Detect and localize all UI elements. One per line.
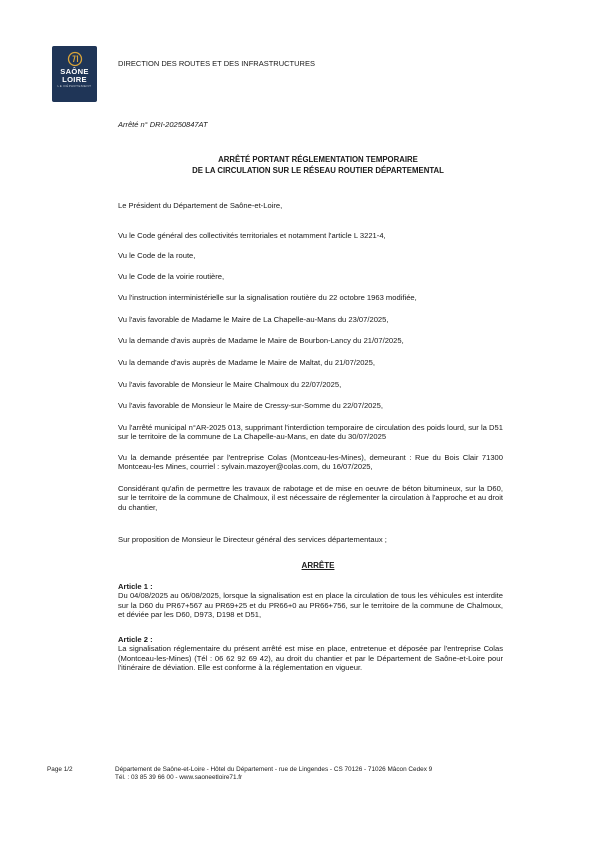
direction-header: DIRECTION DES ROUTES ET DES INFRASTRUCTURES xyxy=(118,59,315,68)
preamble-visa-demande-colas: Vu la demande présentée par l'entreprise Colas (Montceau-les-Mines), demeurant : Rue du Bois Clair 71300 Montceau-les Mines, courriel : sylvain.mazoyer@colas.com, du 16/07/2025, xyxy=(118,453,503,472)
preamble-visa-code-voirie: Vu le Code de la voirie routière, xyxy=(118,272,225,281)
decision-heading: ARRÊTE xyxy=(301,561,335,570)
title-line-2: DE LA CIRCULATION SUR LE RÉSEAU ROUTIER DÉPARTEMENTAL xyxy=(192,165,444,175)
preamble-president: Le Président du Département de Saône-et-Loire, xyxy=(118,201,283,210)
logo-emblem-icon xyxy=(67,51,83,67)
preamble-visa-arrete-municipal: Vu l'arrêté municipal n°AR-2025 013, supprimant l'interdiction temporaire de circulation des poids lourd, sur la D51 sur le territoire de la commune de La Chapelle-au-Mans, en date du 30/07/2025 xyxy=(118,423,503,442)
article-2 xyxy=(118,635,503,673)
preamble-visa-code-route: Vu le Code de la route, xyxy=(118,251,196,260)
page-number: Page 1/2 xyxy=(47,766,73,773)
article-2-text: La signalisation réglementaire du présent arrêté est mise en place, entretenue et déposée par l'entreprise Colas (Montceau-les-Mines) (Tél : 06 62 92 69 42), au droit du chantier et par le Département de Saône-et-Loire pour l'itinéraire de déviation. Elle est conforme à la réglementation en vigueur. xyxy=(118,644,503,673)
title-line-1: ARRÊTÉ PORTANT RÉGLEMENTATION TEMPORAIRE xyxy=(218,155,418,164)
article-1-text: Du 04/08/2025 au 06/08/2025, lorsque la signalisation est en place la circulation de tous les véhicules est interdite sur la D60 du PR67+567 au PR69+25 et du PR66+0 au PR66+756, sur le territoire de la commune de Chalmoux, et déviée par les D60, D973, D198 et D51, xyxy=(118,591,503,620)
preamble-visa-demande-bourbon: Vu la demande d'avis auprès de Madame le Maire de Bourbon-Lancy du 21/07/2025, xyxy=(118,336,404,345)
preamble-considerant: Considérant qu'afin de permettre les travaux de rabotage et de mise en oeuvre de béton bitumineux, sur la D60, sur le territoire de la commune de Chalmoux, il est nécessaire de réglementer la circulation à l'approche et au droit du chantier, xyxy=(118,484,503,512)
footer-address-block xyxy=(115,766,535,783)
logo-line-1: SAÔNE xyxy=(60,67,89,76)
logo-tagline: LE DÉPARTEMENT xyxy=(57,83,92,88)
article-1-title: Article 1 : xyxy=(118,582,153,591)
article-1 xyxy=(118,582,503,620)
preamble-visa-avis-cressy: Vu l'avis favorable de Monsieur le Maire de Cressy-sur-Somme du 22/07/2025, xyxy=(118,401,383,410)
footer-contact: Tél. : 03 85 39 66 00 - www.saoneetloire71.fr xyxy=(115,774,243,782)
logo-line-2: LOIRE xyxy=(62,74,87,84)
preamble-visa-instruction: Vu l'instruction interministérielle sur la signalisation routière du 22 octobre 1963 modifiée, xyxy=(118,293,417,302)
document-title xyxy=(118,155,518,176)
arrete-number: Arrêté n° DRI-20250847AT xyxy=(118,120,208,129)
preamble-visa-demande-maltat: Vu la demande d'avis auprès de Madame le Maire de Maltat, du 21/07/2025, xyxy=(118,358,375,367)
department-logo xyxy=(52,46,97,102)
preamble-visa-avis-chapelle: Vu l'avis favorable de Madame le Maire de La Chapelle-au-Mans du 23/07/2025, xyxy=(118,315,389,324)
preamble-visa-avis-chalmoux: Vu l'avis favorable de Monsieur le Maire Chalmoux du 22/07/2025, xyxy=(118,380,342,389)
preamble-visa-cgct: Vu le Code général des collectivités territoriales et notamment l'article L 3221-4, xyxy=(118,231,386,240)
article-2-title: Article 2 : xyxy=(118,635,153,644)
preamble-proposition: Sur proposition de Monsieur le Directeur général des services départementaux ; xyxy=(118,535,387,544)
footer-address: Département de Saône-et-Loire - Hôtel du Département - rue de Lingendes - CS 70126 - 71026 Mâcon Cedex 9 xyxy=(115,766,433,773)
